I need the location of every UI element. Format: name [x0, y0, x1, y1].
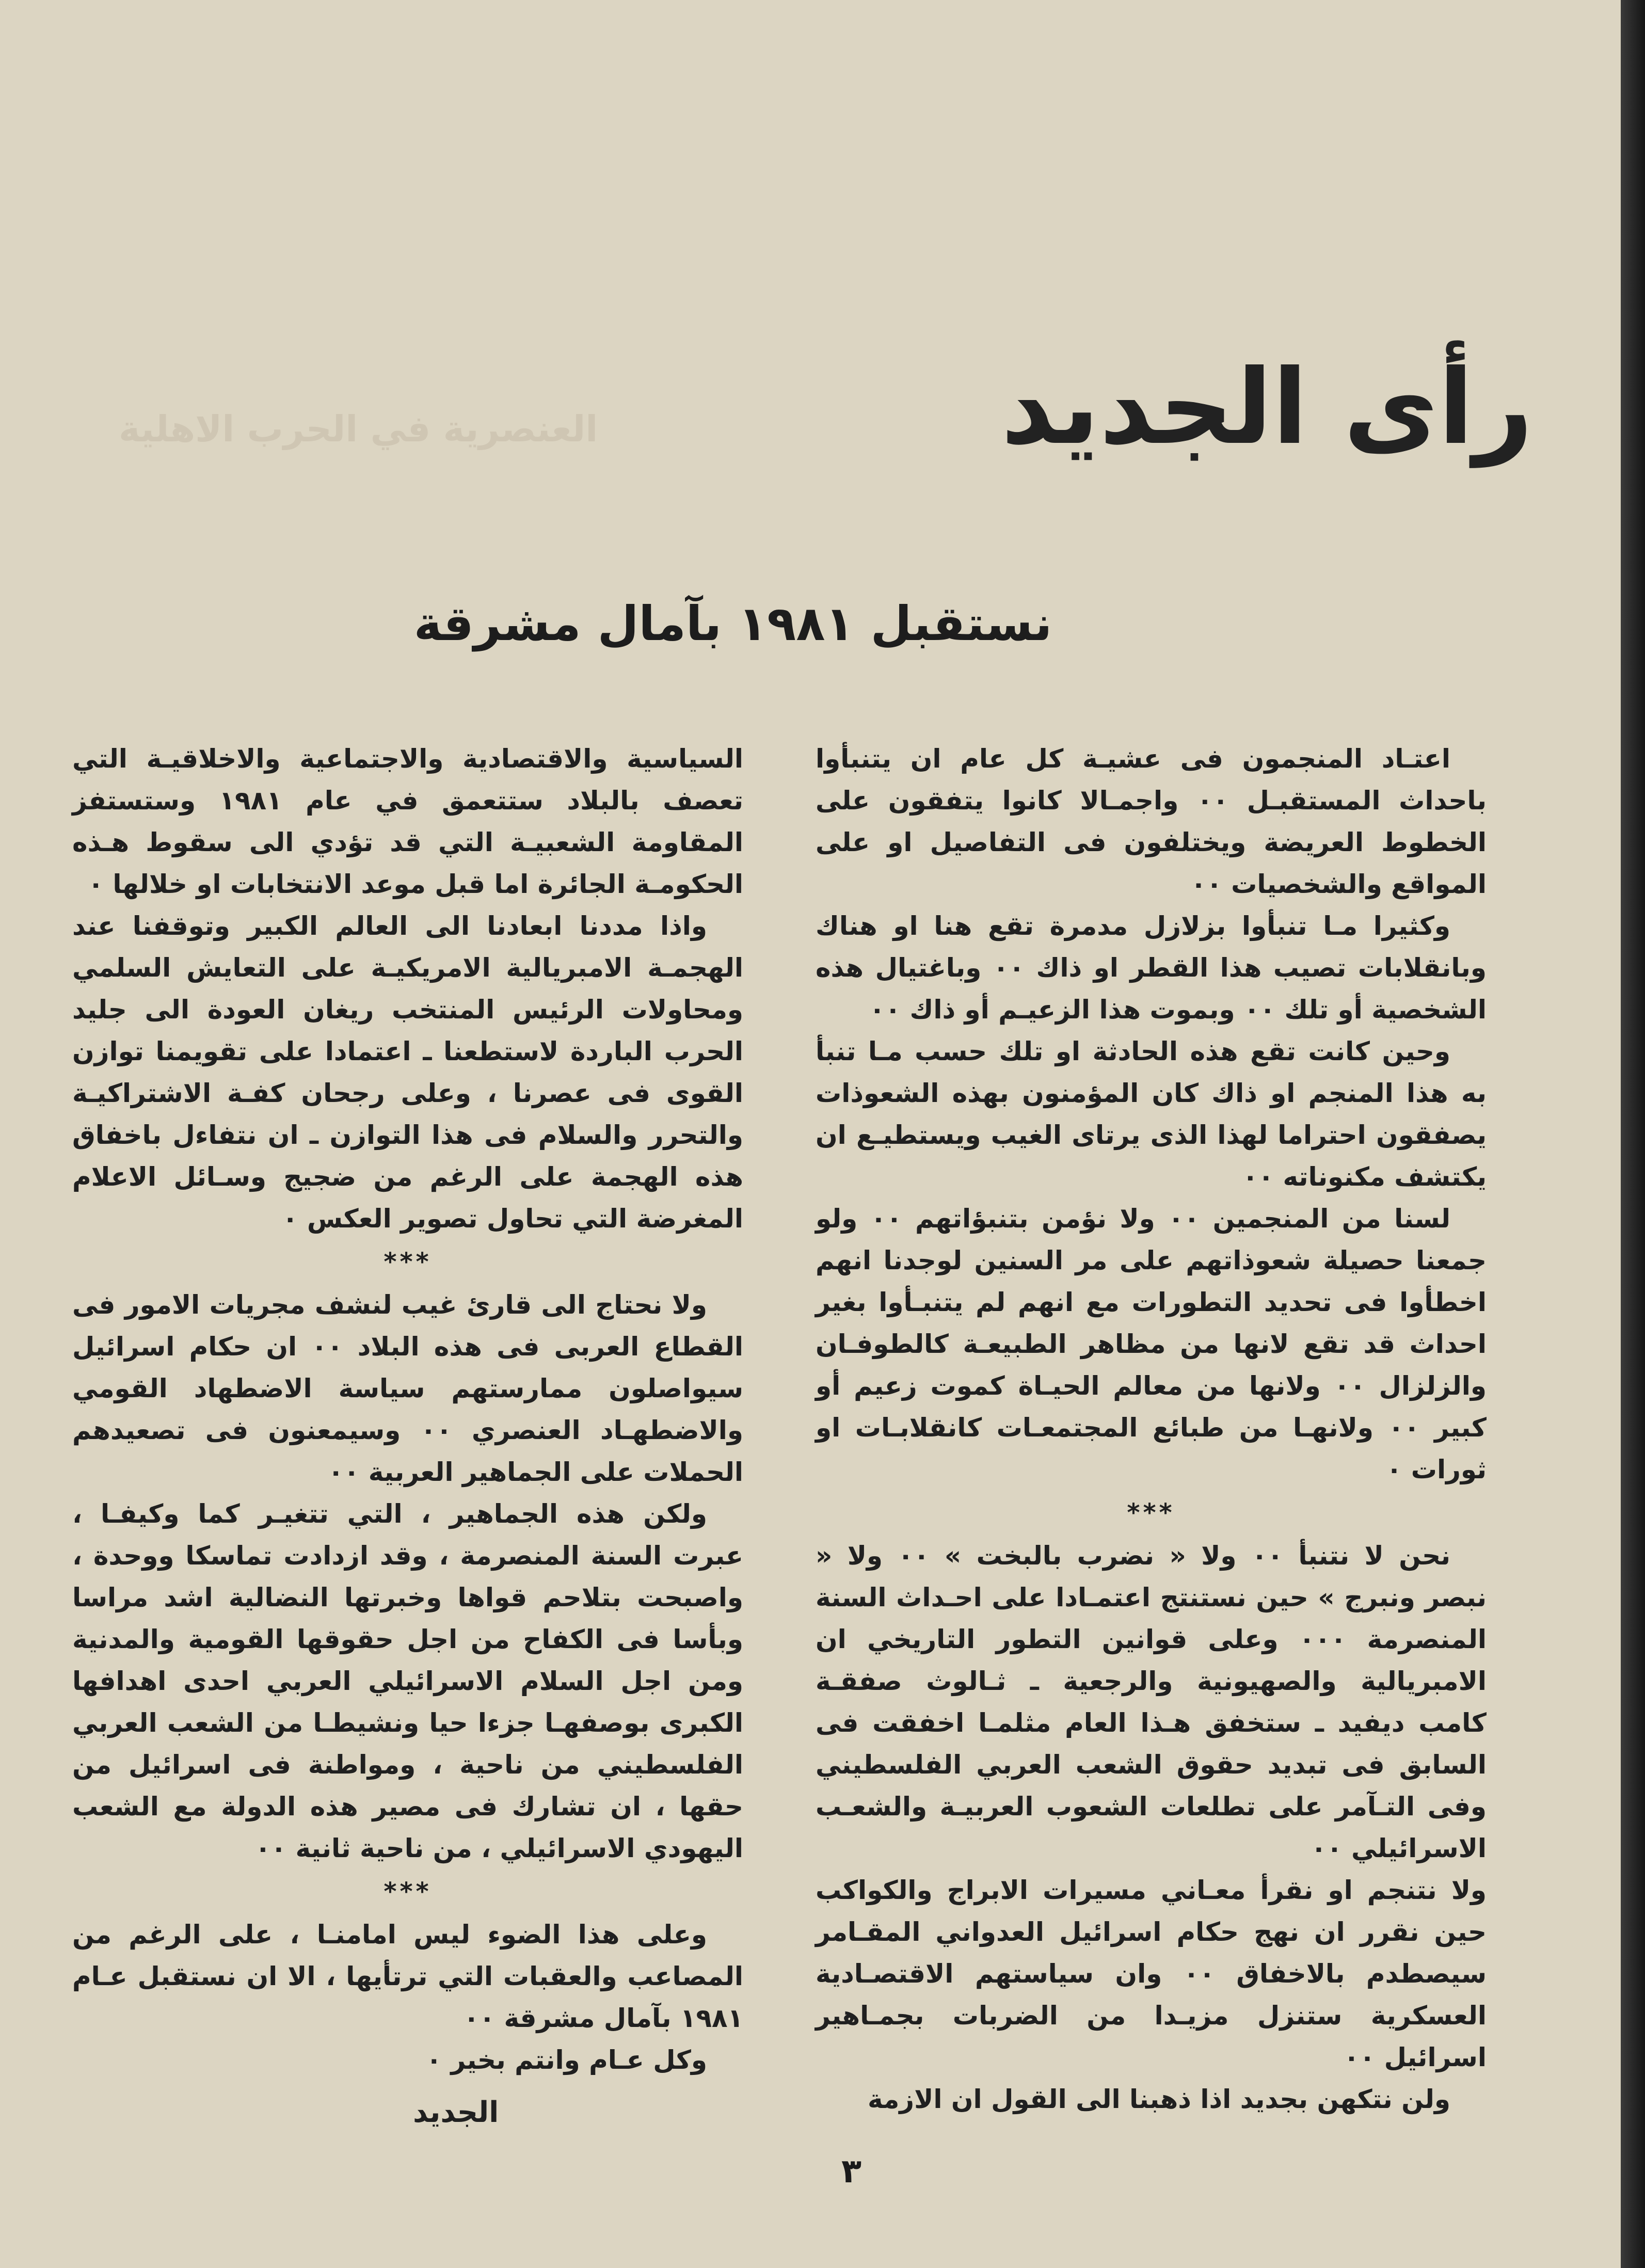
article-headline: نستقبل ١٩٨١ بآمال مشرقة [413, 596, 1052, 651]
article-column-left [72, 738, 743, 2133]
paragraph: السياسية والاقتصادية والاجتماعية والاخلاقيـة التي تعصف بالبلاد ستتعمق في عام ١٩٨١ وستستفز المقاومة الشعبيـة التي قد تؤدي الى سقوط هـذه الحكومـة الجائرة اما قبل موعد الانتخابات او خلالها ٠ [72, 744, 743, 899]
section-separator: *** [1127, 1498, 1175, 1527]
paragraph: وعلى هذا الضوء ليس امامنـا ، على الرغم من المصاعب والعقبات التي ترتأيها ، الا ان نستقبل عـام ١٩٨١ بآمال مشرقة ٠٠ [72, 1920, 743, 2033]
signature: الجديد [413, 2096, 499, 2129]
section-separator: *** [384, 1248, 432, 1276]
column-masthead: رأى الجديد [1001, 347, 1533, 468]
bleed-through-text: العنصرية في الحرب الاهلية [119, 408, 598, 450]
paragraph: واذا مددنا ابعادنا الى العالم الكبير وتوقفنا عند الهجمـة الامبريالية الامريكيـة على التعايش السلمي ومحاولات الرئيس المنتخب ريغان العودة الى جليد الحرب الباردة لاستطعنا ـ اعتمادا على تقويمنا توازن القوى فى عصرنا ، وعلى رجحان كفـة الاشتراكيـة والتحرر والسلام فى هذا التوازن ـ ان نتفاءل باخفاق هذه الهجمة على الرغم من ضجيج وسـائل الاعلام المغرضة التي تحاول تصوير العكس ٠ [72, 911, 743, 1234]
paragraph: ولا نتنجم او نقرأ معـاني مسيرات الابراج والكواكب حين نقرر ان نهج حكام اسرائيل العدواني المقـامر سيصطدم بالاخفاق ٠٠ وان سياستهم الاقتصـادية العسكرية ستنزل مزيـدا من الضربات بجمـاهير اسرائيل ٠٠ [816, 1875, 1487, 2072]
paragraph: ولا نحتاج الى قارئ غيب لنشف مجريات الامور فى القطاع العربى فى هذه البلاد ٠٠ ان حكام اسرائيل سيواصلون ممارستهم سياسة الاضطهاد القومي والاضطهـاد العنصري ٠٠ وسيمعنون فى تصعيدهم الحملات على الجماهير العربية ٠٠ [72, 1290, 743, 1487]
paragraph: اعتـاد المنجمون فى عشيـة كل عام ان يتنبأوا باحداث المستقبـل ٠٠ واجمـالا كانوا يتفقون على الخطوط العريضة ويختلفون فى التفاصيل او على المواقع والشخصيات ٠٠ [816, 744, 1487, 899]
paragraph: ولن نتكهن بجديد اذا ذهبنا الى القول ان الازمة [868, 2084, 1450, 2114]
paragraph: وكثيرا مـا تنبأوا بزلازل مدمرة تقع هنا او هناك وبانقلابات تصيب هذا القطر او ذاك ٠٠ وباغتيال هذه الشخصية أو تلك ٠٠ وبموت هذا الزعيـم أو ذاك ٠٠ [816, 911, 1487, 1025]
scan-edge [1621, 0, 1645, 2268]
paragraph: لسنا من المنجمين ٠٠ ولا نؤمن بتنبؤاتهم ٠٠ ولو جمعنا حصيلة شعوذاتهم على مر السنين لوجدنا انهم اخطأوا فى تحديد التطورات مع انهم لم يتنبـأوا بغير احداث قد تقع لانها من مظاهر الطبيعـة كالطوفـان والزلزال ٠٠ ولانها من معالم الحيـاة كموت زعيم أو كبير ٠٠ ولانهـا من طبائع المجتمعـات كانقلابـات او ثورات ٠ [816, 1204, 1487, 1484]
section-separator: *** [384, 1877, 432, 1906]
paragraph: وكل عـام وانتم بخير ٠ [426, 2045, 707, 2075]
paragraph: وحين كانت تقع هذه الحادثة او تلك حسب مـا تنبأ به هذا المنجم او ذاك كان المؤمنون بهذه الشعوذات يصفقون احتراما لهذا الذى يرتاى الغيب ويستطيـع ان يكتشف مكنوناته ٠٠ [816, 1036, 1487, 1192]
page-number: ٣ [841, 2152, 862, 2191]
paragraph: نحن لا نتنبأ ٠٠ ولا « نضرب بالبخت » ٠٠ ولا « نبصر ونبرج » حين نستنتج اعتمـادا على احـداث السنة المنصرمة ٠٠٠ وعلى قوانين التطور التاريخي ان الامبريالية والصهيونية والرجعية ـ ثـالوث صفقـة كامب ديفيد ـ ستخفق هـذا العام مثلمـا اخفقت فى السابق فى تبديد حقوق الشعب العربي الفلسطيني وفى التـآمر على تطلعات الشعوب العربيـة والشعـب الاسرائيلي ٠٠ [816, 1541, 1487, 1863]
article-column-right [816, 738, 1487, 2120]
paragraph: ولكن هذه الجماهير ، التي تتغيـر كما وكيفـا ، عبرت السنة المنصرمة ، وقد ازدادت تماسكا ووحدة ، واصبحت بتلاحم قواها وخبرتها النضالية اشد مراسا وبأسا فى الكفاح من اجل حقوقها القومية والمدنية ومن اجل السلام الاسرائيلي العربي احدى اهدافها الكبرى بوصفهـا جزءا حيا ونشيطـا من الشعب العربي الفلسطيني من ناحية ، ومواطنة فى اسرائيل من حقها ، ان تشارك فى مصير هذه الدولة مع الشعب اليهودي الاسرائيلي ، من ناحية ثانية ٠٠ [72, 1499, 743, 1863]
